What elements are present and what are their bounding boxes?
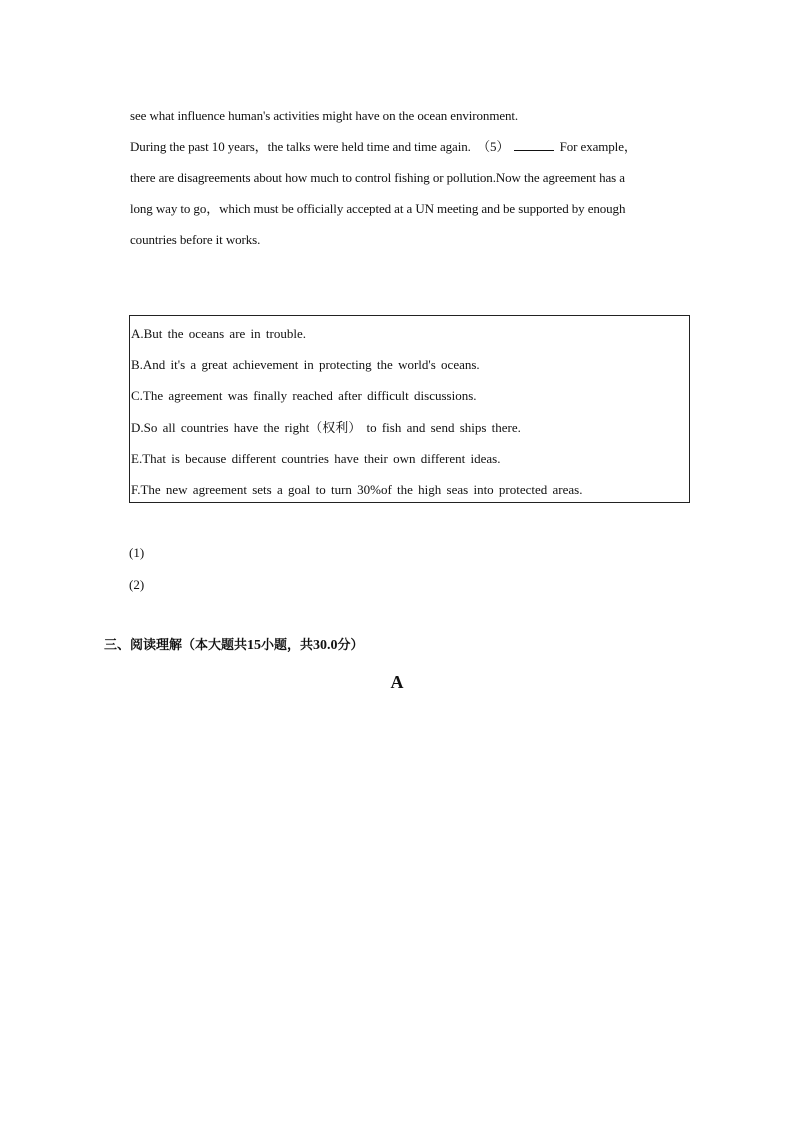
option-e: E.That is because different countries have their own different ideas. xyxy=(131,450,501,466)
option-b: B.And it's a great achievement in protecting the world's oceans. xyxy=(131,357,480,373)
total-score: 30.0 xyxy=(313,638,338,653)
section-heading xyxy=(104,634,364,654)
section-prefix: 三、阅读理解（本大题共 xyxy=(104,638,248,653)
option-f: F.The new agreement sets a goal to turn 30%of the high seas into protected areas. xyxy=(131,482,583,498)
passage-line: countries before it works. xyxy=(130,232,261,247)
option-c: C.The agreement was finally reached after difficult discussions. xyxy=(131,388,477,404)
options-box xyxy=(129,315,690,503)
passage-line: see what influence human's activities might have on the ocean environment. xyxy=(130,108,519,123)
question-count: 15 xyxy=(247,638,262,653)
question-number: （5） xyxy=(477,139,510,154)
passage-line xyxy=(130,131,690,162)
passage-line: long way to go，which must be officially accepted at a UN meeting and be supported by enough xyxy=(130,201,626,216)
passage-label: A xyxy=(390,672,404,692)
option-d: D.So all countries have the right（权利） to fish and send ships there. xyxy=(131,419,521,435)
passage-line: there are disagreements about how much to control fishing or pollution.Now the agreement has a xyxy=(130,170,625,185)
passage-text: For example， xyxy=(559,139,637,154)
answer-list xyxy=(129,537,144,601)
option-a: A.But the oceans are in trouble. xyxy=(131,326,306,341)
passage-text: During the past 10 years，the talks were held time and time again. xyxy=(130,139,471,154)
answer-blank-5[interactable] xyxy=(514,138,554,151)
answer-item-1: (1) xyxy=(129,545,145,560)
section-suffix: 分） xyxy=(337,638,364,653)
reading-passage xyxy=(130,100,690,255)
answer-item-2: (2) xyxy=(129,577,145,592)
section-middle: 小题，共 xyxy=(261,638,314,653)
